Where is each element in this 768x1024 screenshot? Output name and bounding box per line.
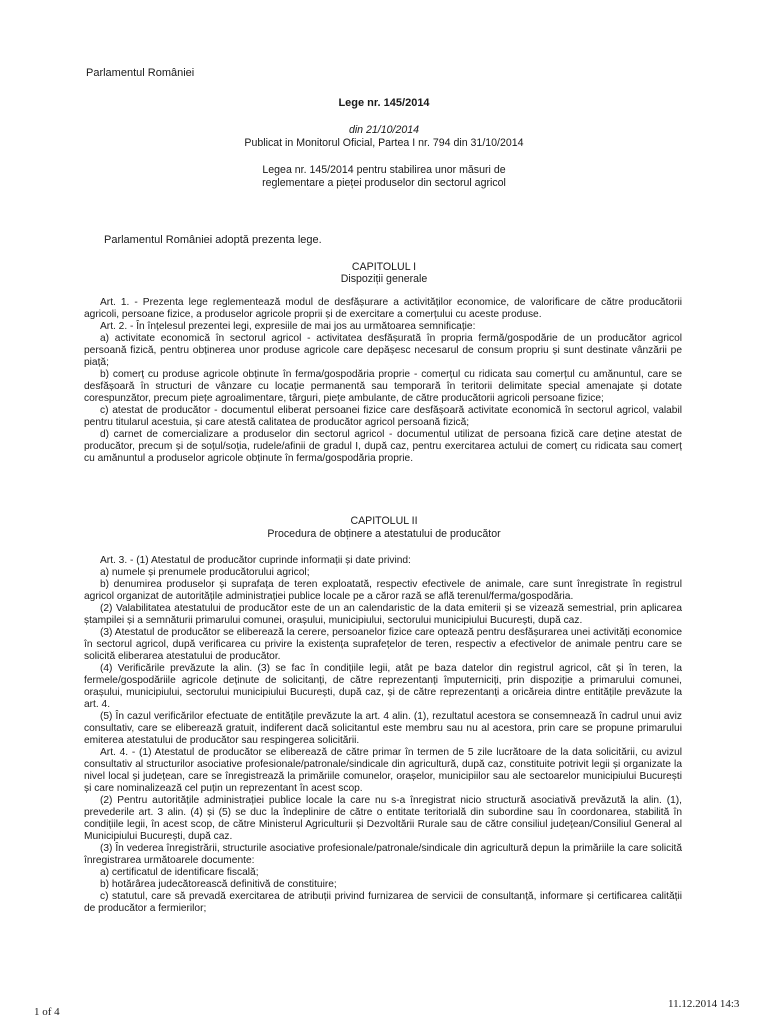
article-2-a: a) activitate economică în sectorul agricol - activitatea desfășurată în propria fermă/gospodărie de un producător agricol persoană fizică, pentru obținerea unor produse agricole care depășesc necesarul de consum propriu și sunt destinate vânzării pe piață; xyxy=(84,333,682,368)
chapter2-title: Procedura de obținere a atestatului de producător xyxy=(267,528,501,540)
article-4-3-a: a) certificatul de identificare fiscală; xyxy=(100,867,259,878)
law-subtitle-line1: Legea nr. 145/2014 pentru stabilirea unor măsuri de xyxy=(262,164,506,176)
article-2-d: d) carnet de comercializare a produselor din sectorul agricol - documentul utilizat de persoana fizică care deține atestat de producător, precum și de soțul/soția, rudele/afinii de gradul I, după caz, pentru exercitarea actului de comerț cu ridicata sau comerț cu amănuntul a produselor agricole obținute în ferma/gospodăria proprie. xyxy=(84,429,682,464)
publication-line: Publicat in Monitorul Oficial, Partea I nr. 794 din 31/10/2014 xyxy=(244,137,524,149)
article-3-1: Art. 3. - (1) Atestatul de producător cuprinde informații și date privind: xyxy=(100,555,411,566)
article-1: Art. 1. - Prezenta lege reglementează modul de desfășurare a activităților economice, de valorificare de către producătorii agricoli, persoane fizice, a produselor agricole proprii și de exercitare a comerțului cu aceste produse. xyxy=(84,297,682,320)
article-3-4: (4) Verificările prevăzute la alin. (3) se fac în condițiile legii, atât pe baza datelor din registrul agricol, cât și în teren, la fermele/gospodăriile agricole deținute de solicitanți, de către reprezentanți împuterniciți, prin dispoziție a primarului comunei, orașului, municipiului, sectorului municipiului București, după caz, și de către reprezentanți a oricăreia dintre entitățile prevăzute la art. 4. xyxy=(84,663,682,710)
article-4-3-b: b) hotărârea judecătorească definitivă de constituire; xyxy=(100,879,337,890)
article-3-1-b: b) denumirea produselor și suprafața de teren exploatată, respectiv efectivele de animale, care sunt înregistrate în registrul agricol organizat de autoritățile administrației publice locale pe a căror rază se află terenul/ferma/gospodăria. xyxy=(84,579,682,602)
article-2-intro: Art. 2. - În înțelesul prezentei legi, expresiile de mai jos au următoarea semnificație: xyxy=(100,321,476,332)
article-3-3: (3) Atestatul de producător se eliberează la cerere, persoanelor fizice care optează pentru desfășurarea unei activități economice în sectorul agricol, după verificarea cu privire la existența suprafețelor de teren, respectiv a efectivelor de animale pentru care se solicită eliberarea atestatului de producător. xyxy=(84,627,682,662)
article-4-2: (2) Pentru autoritățile administrației publice locale la care nu s-a înregistrat nicio structură asociativă prevăzută la alin. (1), prevederile art. 3 alin. (4) și (5) se duc la îndeplinire de către o entitate teritorială din subordine sau în coordonarea, stabilită în condițiile legii, în acest scop, de către Ministerul Agriculturii și Dezvoltării Rurale sau de către consiliul județean/Consiliul General al Municipiului București, după caz. xyxy=(84,795,682,842)
page-number: 1 of 4 xyxy=(34,1006,60,1018)
article-4-1: Art. 4. - (1) Atestatul de producător se eliberează de către primar în termen de 5 zile lucrătoare de la data solicitării, cu avizul consultativ al structurilor asociative profesionale/patronale/sindicale din agricultură, după caz, constituite potrivit legii și organizate la nivel local și județean, care se înregistrează la primăriile comunelor, orașelor, municipiilor sau ale sectoarelor municipiului București și care nominalizează cel puțin un reprezentant în acest scop. xyxy=(84,747,682,794)
article-4-3: (3) În vederea înregistrării, structurile asociative profesionale/patronale/sindicale din agricultură depun la primăriile la care solicită înregistrarea următoarele documente: xyxy=(84,843,682,866)
article-3-2: (2) Valabilitatea atestatului de producător este de un an calendaristic de la data emiterii și se vizează semestrial, prin aplicarea ștampilei și a semnăturii primarului comunei, orașului, municipiului, sectorului municipiului București, după caz. xyxy=(84,603,682,626)
parliament-header: Parlamentul României xyxy=(86,67,195,79)
chapter2-heading: CAPITOLUL II xyxy=(350,515,418,527)
article-3-1-a: a) numele și prenumele producătorului agricol; xyxy=(100,567,310,578)
chapter1-title: Dispoziții generale xyxy=(340,273,428,285)
law-subtitle-line2: reglementare a pieței produselor din sectorul agricol xyxy=(262,177,506,189)
article-4-3-c: c) statutul, care să prevadă exercitarea de atribuții privind furnizarea de servicii de consultanță, informare și certificarea calității de producător a fermierilor; xyxy=(84,891,682,914)
article-3-5: (5) În cazul verificărilor efectuate de entitățile prevăzute la art. 4 alin. (1), rezultatul acestora se consemnează în cadrul unui aviz consultativ, care se eliberează gratuit, indiferent dacă solicitantul este membru sau nu al acestora, prin care se propune primarului emiterea atestatului de producător sau respingerea solicitării. xyxy=(84,711,682,746)
adoption-statement: Parlamentul României adoptă prezenta lege. xyxy=(104,234,322,246)
article-2-b: b) comerț cu produse agricole obținute în ferma/gospodăria proprie - comerțul cu ridicata sau comerțul cu amănuntul, care se desfășoară în structuri de vânzare cu locație permanentă sau temporară în teritorii delimitate special amenajate și dotate corespunzător, precum piețe agroalimentare, târguri, piețe ambulante, de către producătorii agricoli persoane fizice; xyxy=(84,369,682,404)
print-timestamp: 11.12.2014 14:3 xyxy=(668,998,740,1010)
article-2-c: c) atestat de producător - documentul eliberat persoanei fizice care desfășoară activitate economică în sectorul agricol, valabil pentru titularul acestuia, și care atestă calitatea de producător agricol persoană fizică; xyxy=(84,405,682,428)
chapter1-heading: CAPITOLUL I xyxy=(351,261,417,273)
law-date: din 21/10/2014 xyxy=(348,124,420,136)
chapter2-body xyxy=(84,555,682,915)
chapter1-body xyxy=(84,297,682,465)
law-title: Lege nr. 145/2014 xyxy=(338,97,430,109)
